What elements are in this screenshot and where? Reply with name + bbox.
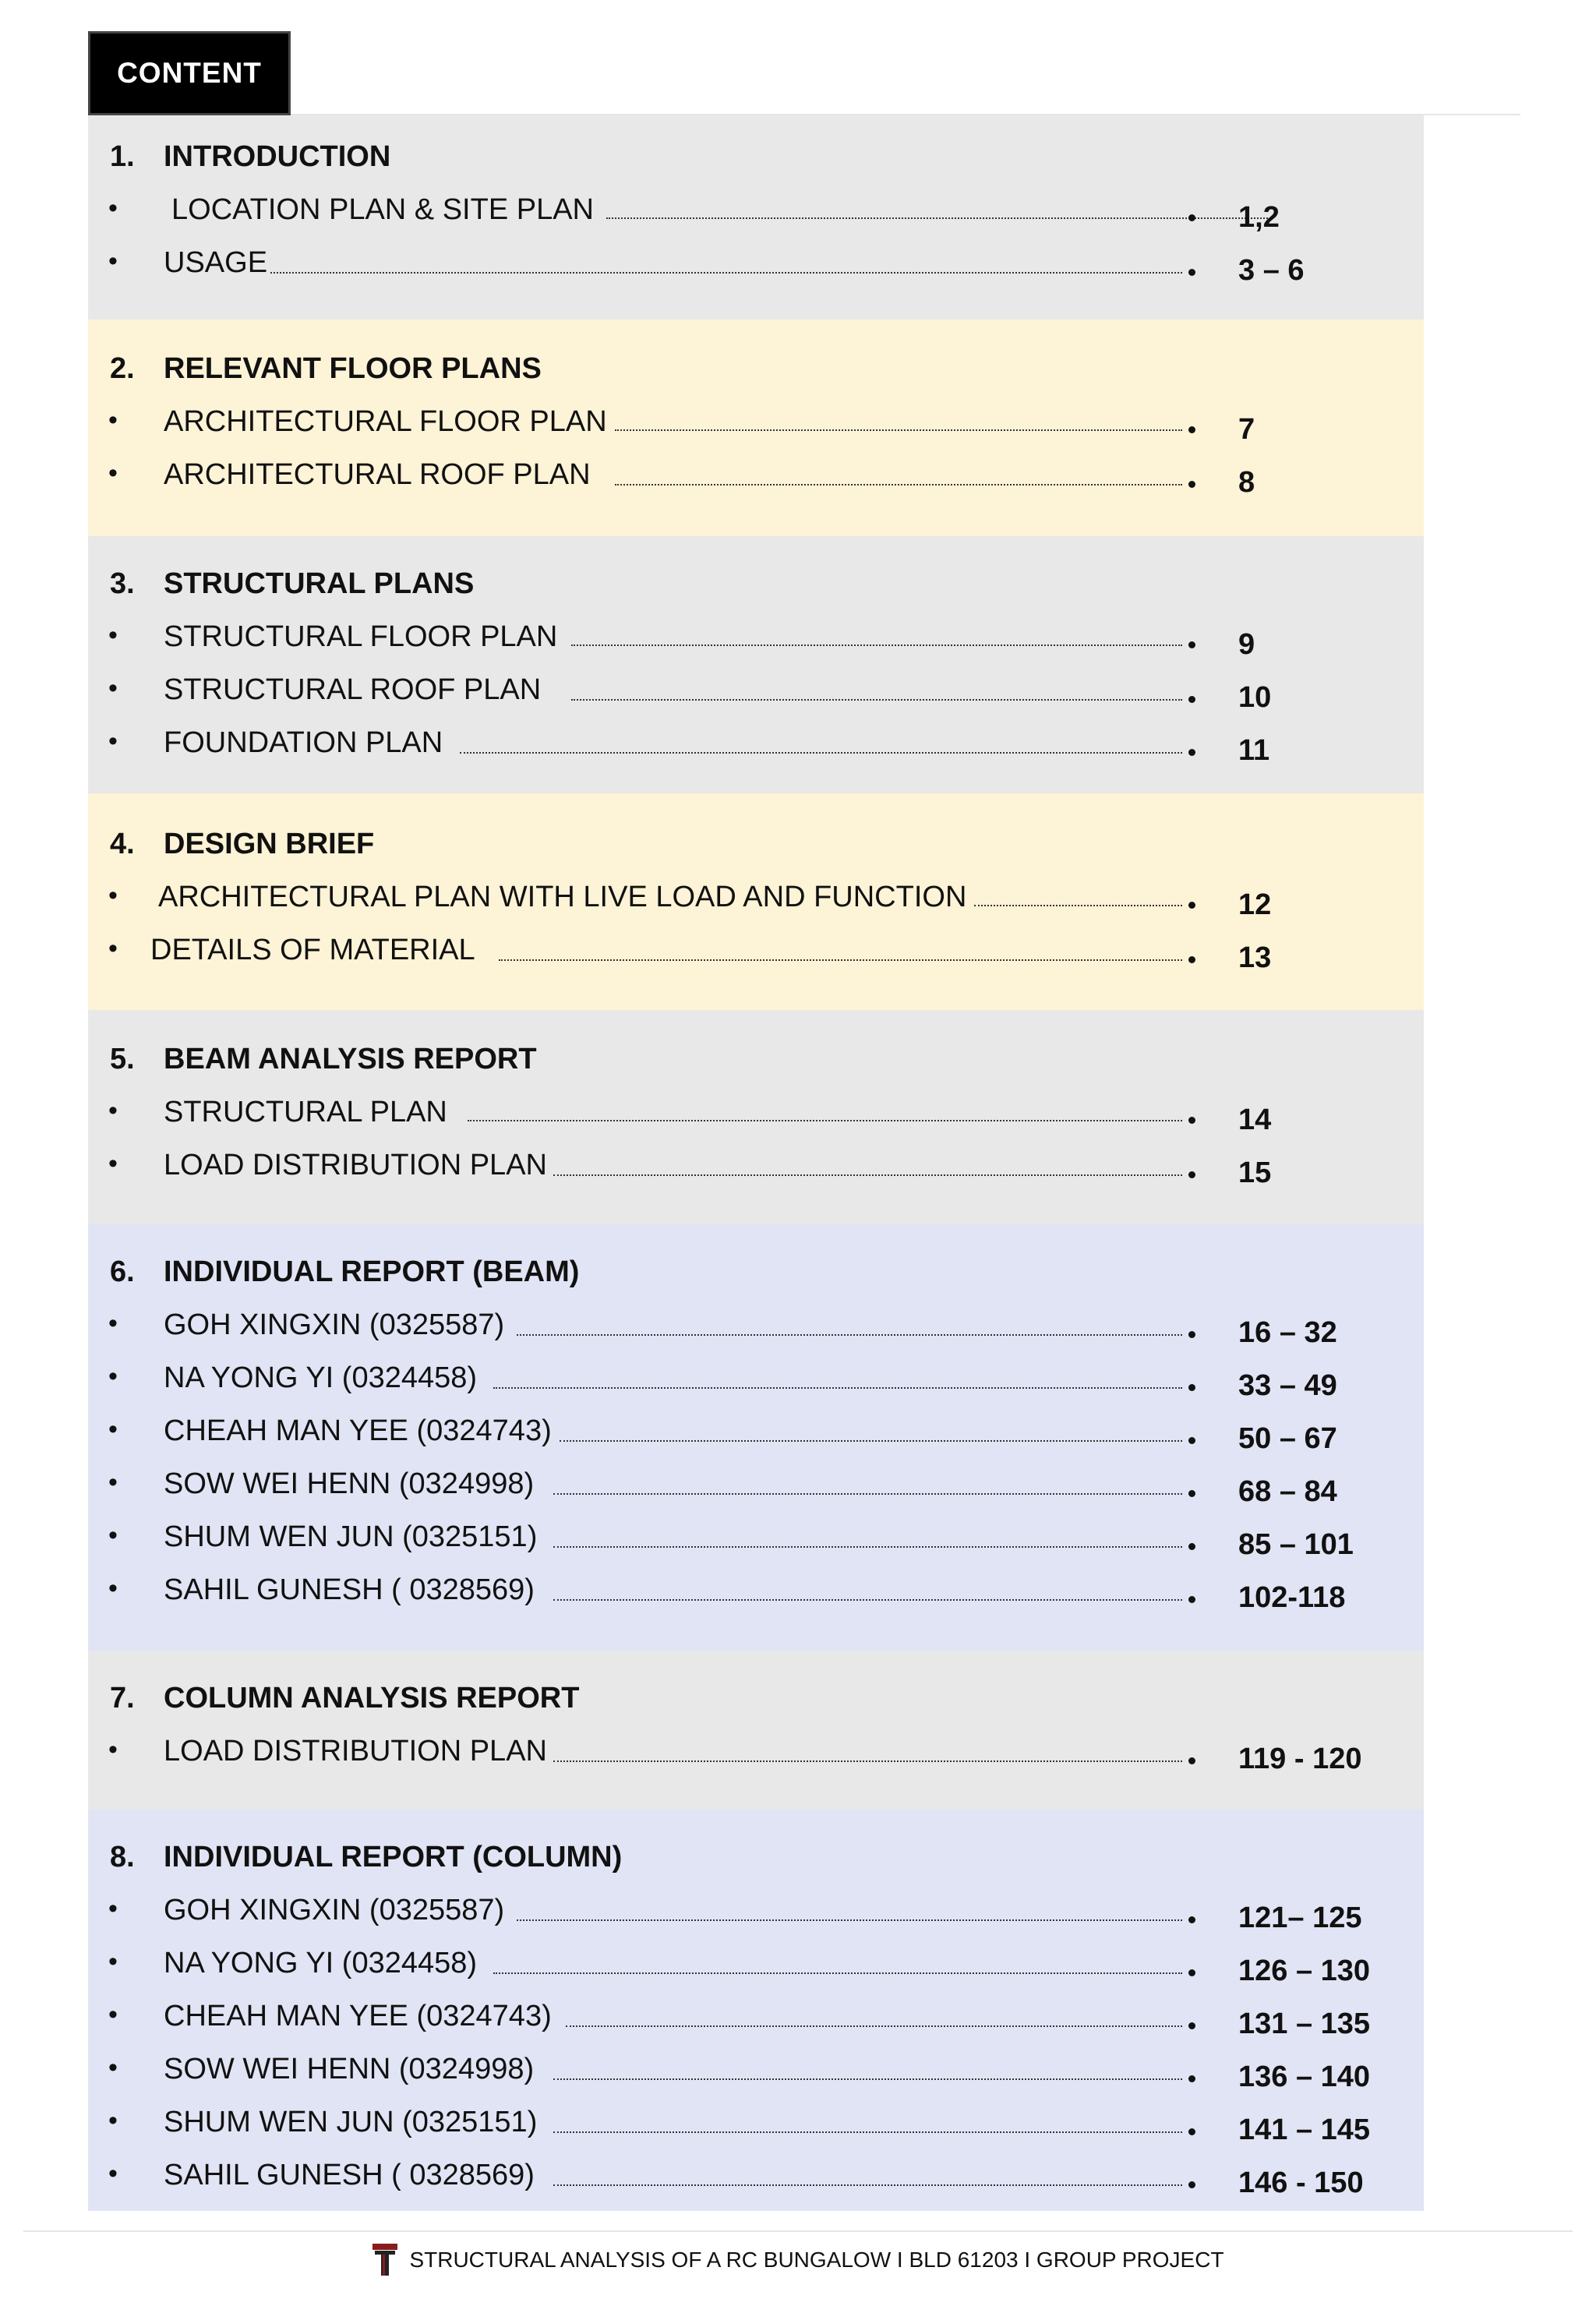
bullet-icon: • [108,1467,118,1497]
dot-leader [615,484,1182,486]
toc-entry[interactable] [88,2159,1424,2205]
section-structural-plans [88,536,1424,793]
toc-entry[interactable] [88,1361,1424,1408]
toc-entry[interactable] [88,881,1424,927]
bullet-icon: • [108,1573,118,1603]
leader-end-dot [1188,749,1195,756]
leader-end-dot [1188,2181,1195,2188]
section-number: 5. [110,1043,135,1075]
entry-label: ARCHITECTURAL PLAN WITH LIVE LOAD AND FUNCTION [158,881,967,913]
section-heading [88,567,1424,614]
dot-leader [553,1599,1182,1601]
section-introduction [88,115,1424,320]
entry-label: LOCATION PLAN & SITE PLAN [171,193,595,226]
section-individual-report-beam [88,1224,1424,1651]
bullet-icon: • [108,1149,118,1178]
entry-label: SHUM WEN JUN (0325151) [164,2106,538,2138]
dot-leader [517,1334,1182,1336]
section-heading [88,1043,1424,1089]
dot-leader [553,2184,1182,2186]
bullet-icon: • [108,2159,118,2188]
toc-entry[interactable] [88,246,1424,293]
toc-entry[interactable] [88,1735,1424,1782]
toc-entry[interactable] [88,1467,1424,1514]
toc-entry[interactable] [88,1149,1424,1195]
section-number: 4. [110,828,135,860]
entry-label: SOW WEI HENN (0324998) [164,1467,535,1500]
dot-leader [560,1440,1182,1442]
leader-end-dot [1188,1969,1195,1976]
dot-leader [606,217,1273,219]
dot-leader [493,1972,1182,1974]
bullet-icon: • [108,620,118,650]
entry-page-number: 146 - 150 [1238,2167,1364,2199]
toc-entry[interactable] [88,2000,1424,2046]
toc-entry[interactable] [88,1308,1424,1355]
entry-label: DETAILS OF MATERIAL [150,934,475,966]
entry-page-number: 50 – 67 [1238,1422,1337,1455]
leader-end-dot [1188,956,1195,963]
entry-page-number: 3 – 6 [1238,254,1305,287]
footer-rule [23,2230,1573,2232]
bullet-icon: • [108,1520,118,1550]
dot-leader [974,905,1182,906]
entry-label: STRUCTURAL FLOOR PLAN [164,620,558,653]
section-title: STRUCTURAL PLANS [164,567,475,600]
table-of-contents [88,115,1424,2211]
section-number: 2. [110,352,135,385]
entry-label: LOAD DISTRIBUTION PLAN [164,1735,547,1767]
dot-leader [566,2025,1182,2027]
leader-end-dot [1188,1331,1195,1338]
entry-page-number: 15 [1238,1157,1272,1189]
entry-label: ARCHITECTURAL ROOF PLAN [164,458,591,491]
entry-label: STRUCTURAL PLAN [164,1096,447,1128]
section-title: INDIVIDUAL REPORT (COLUMN) [164,1841,623,1873]
leader-end-dot [1188,214,1195,221]
section-individual-report-column [88,1810,1424,2211]
leader-end-dot [1188,696,1195,703]
entry-page-number: 131 – 135 [1238,2008,1371,2040]
section-number: 8. [110,1841,135,1873]
bullet-icon: • [108,881,118,910]
leader-end-dot [1188,1117,1195,1124]
bullet-icon: • [108,405,118,435]
dot-leader [499,959,1182,961]
bullet-icon: • [108,1096,118,1125]
toc-entry[interactable] [88,1894,1424,1941]
bullet-icon: • [108,2053,118,2082]
entry-page-number: 13 [1238,941,1272,974]
toc-entry[interactable] [88,405,1424,452]
section-title: INDIVIDUAL REPORT (BEAM) [164,1255,580,1288]
toc-entry[interactable] [88,620,1424,667]
leader-end-dot [1188,1490,1195,1497]
bullet-icon: • [108,1735,118,1764]
entry-page-number: 9 [1238,628,1255,661]
toc-entry[interactable] [88,1414,1424,1461]
content-tab: CONTENT [88,31,291,115]
bullet-icon: • [108,2106,118,2135]
section-heading [88,1841,1424,1888]
section-title: RELEVANT FLOOR PLANS [164,352,542,385]
entry-page-number: 7 [1238,413,1255,446]
dot-leader [553,1493,1182,1495]
bullet-icon: • [108,1894,118,1923]
section-heading [88,1255,1424,1302]
toc-entry[interactable] [88,458,1424,505]
page-footer [0,2241,1596,2280]
entry-label: SAHIL GUNESH ( 0328569) [164,1573,535,1606]
entry-label: USAGE [164,246,268,279]
entry-label: STRUCTURAL ROOF PLAN [164,673,542,706]
toc-entry[interactable] [88,193,1424,240]
entry-page-number: 16 – 32 [1238,1316,1337,1349]
section-title: DESIGN BRIEF [164,828,375,860]
entry-page-number: 33 – 49 [1238,1369,1337,1402]
entry-page-number: 8 [1238,466,1255,499]
entry-page-number: 141 – 145 [1238,2114,1371,2146]
entry-page-number: 119 - 120 [1238,1743,1362,1775]
toc-entry[interactable] [88,1573,1424,1620]
section-title: INTRODUCTION [164,140,391,173]
leader-end-dot [1188,1384,1195,1391]
toc-entry[interactable] [88,726,1424,773]
entry-page-number: 121– 125 [1238,1902,1362,1934]
dot-leader [553,1760,1182,1762]
bullet-icon: • [108,1947,118,1976]
leader-end-dot [1188,2022,1195,2029]
section-heading [88,140,1424,187]
section-number: 1. [110,140,135,173]
section-number: 7. [110,1682,135,1714]
dot-leader [493,1387,1182,1389]
toc-entry[interactable] [88,1520,1424,1567]
bullet-icon: • [108,673,118,703]
entry-label: GOH XINGXIN (0325587) [164,1308,505,1341]
dot-leader [460,752,1182,754]
entry-label: FOUNDATION PLAN [164,726,443,759]
dot-leader [468,1120,1182,1121]
dot-leader [553,2131,1182,2133]
bullet-icon: • [108,246,118,276]
dot-leader [571,699,1182,701]
leader-end-dot [1188,1543,1195,1550]
bullet-icon: • [108,2000,118,2029]
entry-label: LOAD DISTRIBUTION PLAN [164,1149,547,1181]
leader-end-dot [1188,1757,1195,1764]
entry-label: SOW WEI HENN (0324998) [164,2053,535,2085]
entry-page-number: 126 – 130 [1238,1955,1371,1987]
leader-end-dot [1188,269,1195,276]
entry-page-number: 11 [1238,734,1270,767]
section-beam-analysis-report [88,1010,1424,1224]
section-number: 6. [110,1255,135,1288]
bullet-icon: • [108,1308,118,1338]
entry-page-number: 12 [1238,888,1272,921]
bullet-icon: • [108,458,118,488]
toc-entry[interactable] [88,1947,1424,1993]
footer-title: STRUCTURAL ANALYSIS OF A RC BUNGALOW I BLD 61203 I GROUP PROJECT [409,2248,1224,2272]
bullet-icon: • [108,193,118,223]
entry-label: CHEAH MAN YEE (0324743) [164,2000,552,2032]
entry-page-number: 10 [1238,681,1272,714]
bullet-icon: • [108,1414,118,1444]
leader-end-dot [1188,1171,1195,1178]
dot-leader [270,272,1182,274]
entry-label: GOH XINGXIN (0325587) [164,1894,505,1926]
toc-entry[interactable] [88,673,1424,720]
leader-end-dot [1188,2075,1195,2082]
entry-label: SAHIL GUNESH ( 0328569) [164,2159,535,2191]
entry-page-number: 136 – 140 [1238,2061,1371,2093]
toc-entry[interactable] [88,1096,1424,1142]
toc-entry[interactable] [88,934,1424,980]
toc-entry[interactable] [88,2106,1424,2152]
entry-label: SHUM WEN JUN (0325151) [164,1520,538,1553]
entry-label: NA YONG YI (0324458) [164,1947,478,1979]
dot-leader [553,1546,1182,1548]
leader-end-dot [1188,426,1195,433]
dot-leader [553,2078,1182,2080]
section-design-brief [88,793,1424,1010]
section-relevant-floor-plans [88,320,1424,536]
section-heading [88,352,1424,399]
bullet-icon: • [108,934,118,963]
entry-label: ARCHITECTURAL FLOOR PLAN [164,405,607,438]
entry-page-number: 102-118 [1238,1581,1346,1614]
dot-leader [517,1919,1182,1921]
toc-entry[interactable] [88,2053,1424,2099]
section-column-analysis-report [88,1651,1424,1810]
section-title: COLUMN ANALYSIS REPORT [164,1682,580,1714]
entry-page-number: 85 – 101 [1238,1528,1354,1561]
entry-label: NA YONG YI (0324458) [164,1361,478,1394]
dot-leader [571,644,1182,646]
entry-label: CHEAH MAN YEE (0324743) [164,1414,552,1447]
section-heading [88,828,1424,874]
section-title: BEAM ANALYSIS REPORT [164,1043,537,1075]
section-number: 3. [110,567,135,600]
leader-end-dot [1188,1916,1195,1923]
leader-end-dot [1188,641,1195,648]
entry-page-number: 14 [1238,1104,1272,1136]
entry-page-number: 1,2 [1238,201,1280,234]
leader-end-dot [1188,1437,1195,1444]
leader-end-dot [1188,481,1195,488]
leader-end-dot [1188,902,1195,909]
leader-end-dot [1188,1596,1195,1603]
dot-leader [615,429,1182,431]
entry-page-number: 68 – 84 [1238,1475,1337,1508]
bullet-icon: • [108,726,118,756]
university-logo-icon [372,2243,398,2277]
bullet-icon: • [108,1361,118,1391]
section-heading [88,1682,1424,1729]
leader-end-dot [1188,2128,1195,2135]
dot-leader [553,1174,1182,1176]
